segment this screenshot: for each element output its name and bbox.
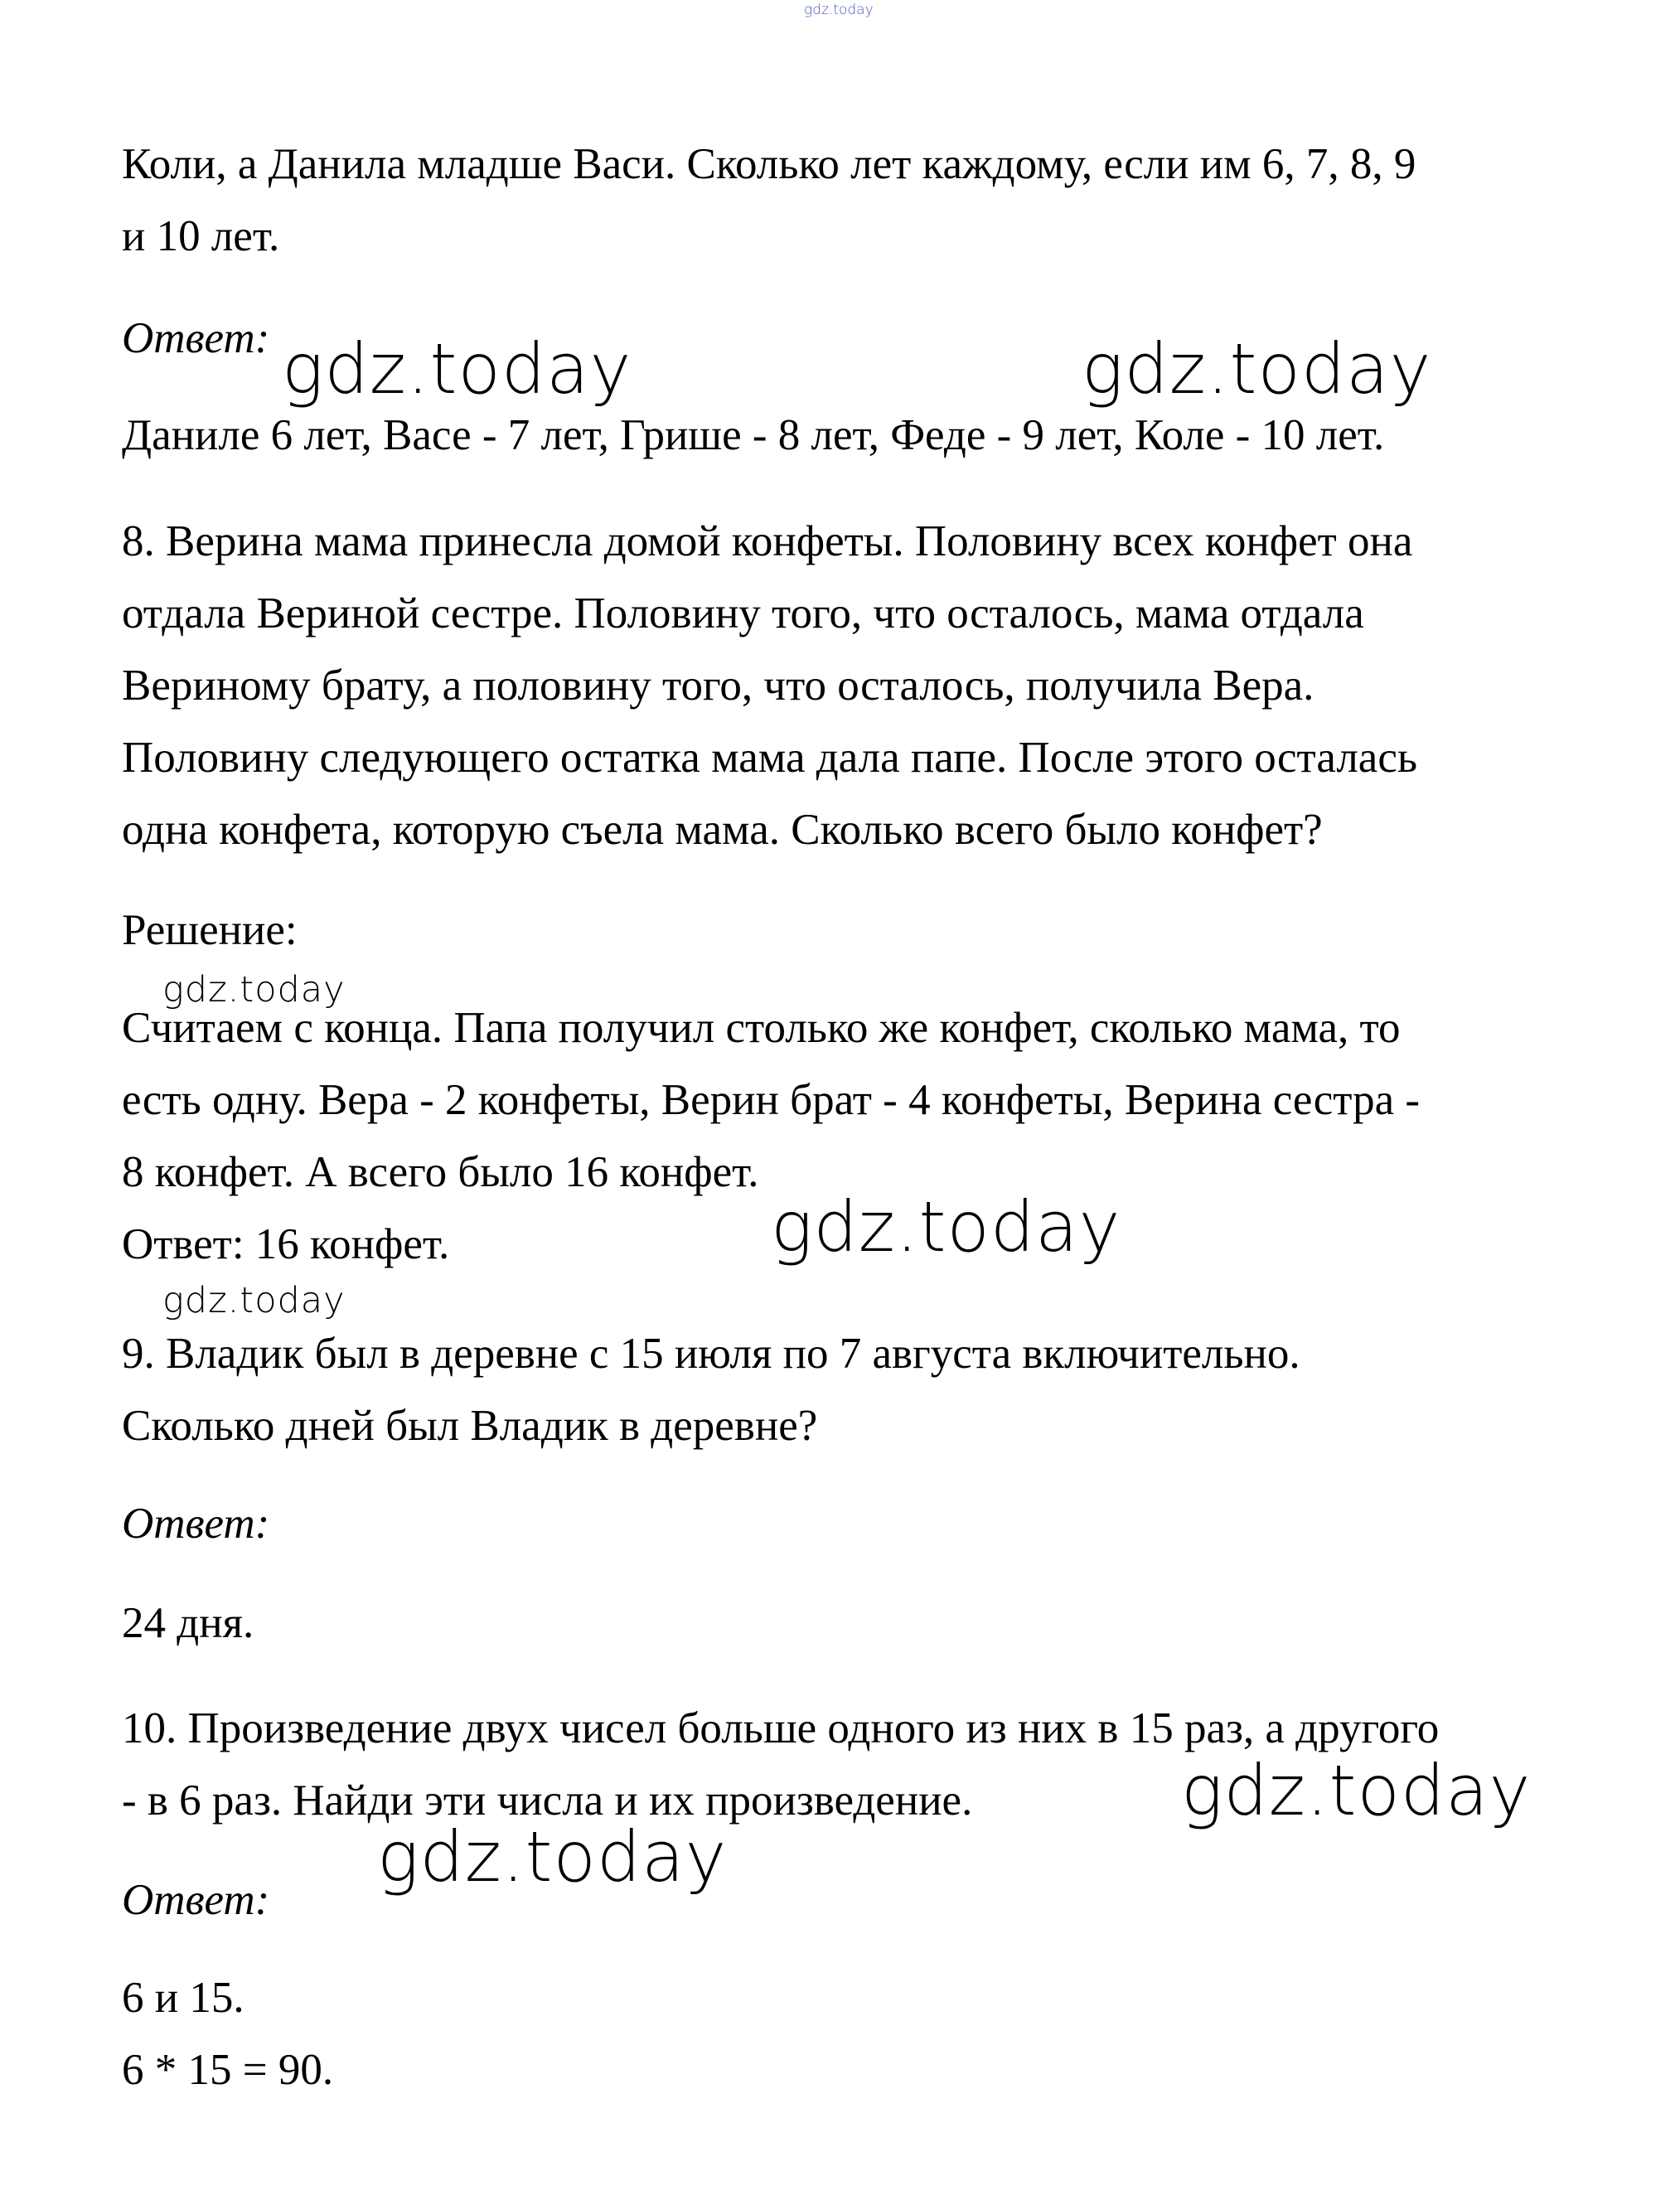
answer-text-3a: 6 и 15. <box>122 1974 244 2022</box>
watermark-4: gdz.today <box>771 1186 1121 1267</box>
answer-label-1: Ответ: <box>122 314 270 362</box>
problem-7-line-1: Коли, а Данила младше Васи. Сколько лет каждому, если им 6, 7, 8, 9 <box>122 140 1416 188</box>
answer-label-2: Ответ: <box>122 1500 270 1548</box>
problem-8-line-3: Вериному брату, а половину того, что осталось, получила Вера. <box>122 662 1314 710</box>
solution-line-2: есть одну. Вера - 2 конфеты, Верин брат - 4 конфеты, Верина сестра - <box>122 1076 1421 1124</box>
solution-line-3: 8 конфет. А всего было 16 конфет. <box>122 1148 759 1196</box>
problem-8-line-4: Половину следующего остатка мама дала папе. После этого осталась <box>122 734 1418 782</box>
watermark-5: gdz.today <box>162 1280 346 1321</box>
problem-9-line-1: 9. Владик был в деревне с 15 июля по 7 августа включительно. <box>122 1330 1300 1378</box>
solution-line-1: Считаем с конца. Папа получил столько же конфет, сколько мама, то <box>122 1004 1401 1052</box>
answer-text-1: Даниле 6 лет, Васе - 7 лет, Грише - 8 лет, Феде - 9 лет, Коле - 10 лет. <box>122 411 1385 459</box>
problem-8-line-1: 8. Верина мама принесла домой конфеты. Половину всех конфет она <box>122 517 1413 565</box>
problem-10-line-1: 10. Произведение двух чисел больше одного из них в 15 раз, а другого <box>122 1704 1440 1752</box>
watermark-1: gdz.today <box>282 328 632 410</box>
problem-10-line-2: - в 6 раз. Найди эти числа и их произведение. <box>122 1776 973 1825</box>
answer-text-3b: 6 * 15 = 90. <box>122 2046 334 2094</box>
problem-9-line-2: Сколько дней был Владик в деревне? <box>122 1402 818 1450</box>
watermark-3: gdz.today <box>162 969 346 1010</box>
solution-label: Решение: <box>122 906 298 954</box>
problem-7-line-2: и 10 лет. <box>122 212 280 260</box>
answer-text-2: 24 дня. <box>122 1599 254 1647</box>
answer-label-3: Ответ: <box>122 1876 270 1924</box>
answer-8: Ответ: 16 конфет. <box>122 1220 450 1268</box>
watermark-2: gdz.today <box>1082 328 1432 410</box>
watermark-7: gdz.today <box>377 1816 728 1897</box>
top-watermark: gdz.today <box>804 2 874 18</box>
watermark-6: gdz.today <box>1181 1750 1532 1831</box>
problem-8-line-5: одна конфета, которую съела мама. Сколько всего было конфет? <box>122 806 1323 854</box>
problem-8-line-2: отдала Вериной сестре. Половину того, что осталось, мама отдала <box>122 589 1364 637</box>
